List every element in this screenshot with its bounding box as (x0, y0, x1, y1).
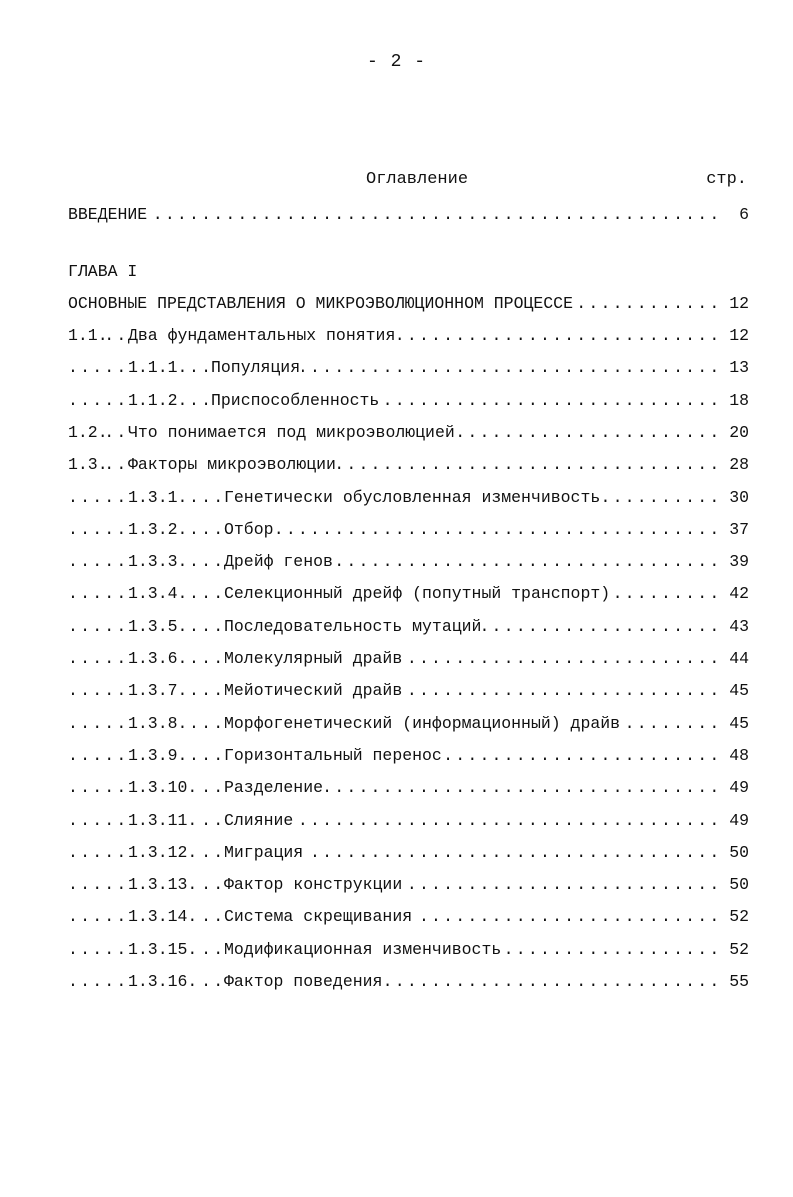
toc-entry-page: 18 (727, 389, 749, 413)
toc-entry-intro[interactable] (68, 203, 749, 227)
toc-entry-title: Горизонтальный перенос (224, 744, 444, 768)
toc-entry-number: 1.1. (68, 324, 108, 348)
toc-entry-chapter[interactable] (68, 292, 749, 316)
toc-entry-page: 50 (727, 841, 749, 865)
toc-entry[interactable] (68, 873, 749, 897)
toc-entry-page: 12 (727, 324, 749, 348)
toc-entry-title: Модификационная изменчивость (224, 938, 503, 962)
toc-entry-number: 1.3.14. (128, 905, 197, 929)
toc-entry-page: 39 (727, 550, 749, 574)
toc-entry-number: 1.3.4. (128, 582, 187, 606)
toc-entry-title: Молекулярный драйв (224, 647, 404, 671)
toc-entry-number: 1.3.9. (128, 744, 187, 768)
toc-entry-page: 45 (727, 712, 749, 736)
toc-entry-page: 28 (727, 453, 749, 477)
toc-entry-title: Разделение (224, 776, 325, 800)
toc-entry[interactable] (68, 809, 749, 833)
toc-entry[interactable] (68, 421, 749, 445)
toc-entry-title: Селекционный дрейф (попутный транспорт) (224, 582, 612, 606)
toc-entry-page: 52 (727, 938, 749, 962)
toc-entry-page: 42 (727, 582, 749, 606)
toc-entry-page: 37 (727, 518, 749, 542)
toc-entry[interactable] (68, 518, 749, 542)
toc-entry-number: 1.3.11. (128, 809, 197, 833)
toc-entry[interactable] (68, 841, 749, 865)
toc-entry[interactable] (68, 938, 749, 962)
toc-entry-title: Мейотический драйв (224, 679, 404, 703)
toc-entry-page: 6 (737, 203, 749, 227)
toc-entry-title: Два фундаментальных понятия (128, 324, 397, 348)
toc-entry-page: 12 (727, 292, 749, 316)
toc-entry-page: 49 (727, 776, 749, 800)
toc-entry[interactable] (68, 582, 749, 606)
toc-entry-page: 44 (727, 647, 749, 671)
toc-entry-title: Приспособленность (211, 389, 381, 413)
toc-entry[interactable] (68, 744, 749, 768)
toc-entry[interactable] (68, 970, 749, 994)
toc-entry-page: 30 (727, 486, 749, 510)
toc-entry[interactable] (68, 550, 749, 574)
toc-entry[interactable] (68, 486, 749, 510)
toc-entry[interactable] (68, 389, 749, 413)
toc-entry-number: 1.3.3. (128, 550, 187, 574)
toc-header (0, 170, 793, 194)
toc-entry-number: 1.3.7. (128, 679, 187, 703)
toc-entry-title: Отбор (224, 518, 276, 542)
toc-entry-title: Система скрещивания (224, 905, 414, 929)
toc-entry-number: 1.3.6. (128, 647, 187, 671)
toc-entry-page: 52 (727, 905, 749, 929)
chapter-label: ГЛАВА I (68, 262, 138, 281)
toc-entry-title: ОСНОВНЫЕ ПРЕДСТАВЛЕНИЯ О МИКРОЭВОЛЮЦИОННОМ ПРОЦЕССЕ (68, 292, 575, 316)
toc-entry-number: 1.3.15. (128, 938, 197, 962)
toc-entry-number: 1.1.2. (128, 389, 187, 413)
toc-entry[interactable] (68, 679, 749, 703)
toc-entry-page: 55 (727, 970, 749, 994)
toc-entry-title: Популяция (211, 356, 302, 380)
toc-entry-title: Дрейф генов (224, 550, 335, 574)
toc-entry-title: Факторы микроэволюции (128, 453, 338, 477)
toc-entry-title: ВВЕДЕНИЕ (68, 203, 149, 227)
toc-entry-number: 1.3.2. (128, 518, 187, 542)
toc-entry-title: Морфогенетический (информационный) драйв (224, 712, 622, 736)
toc-entry[interactable] (68, 615, 749, 639)
toc-entry[interactable] (68, 905, 749, 929)
toc-entry-number: 1.3.12. (128, 841, 197, 865)
toc-entry-number: 1.3.13. (128, 873, 197, 897)
toc-entry-number: 1.3. (68, 453, 108, 477)
toc-entry-page: 13 (727, 356, 749, 380)
page-number: - 2 - (366, 52, 426, 72)
toc-entry-page: 20 (727, 421, 749, 445)
toc-entry-title: Миграция (224, 841, 305, 865)
toc-entry[interactable] (68, 776, 749, 800)
toc-entry-title: Слияние (224, 809, 295, 833)
toc-entry[interactable] (68, 324, 749, 348)
page-column-label: стр. (706, 170, 747, 189)
toc-entry-page: 49 (727, 809, 749, 833)
toc-entry[interactable] (68, 647, 749, 671)
toc-entry-number: 1.3.5. (128, 615, 187, 639)
toc-entry-page: 48 (727, 744, 749, 768)
toc-entry-title: Фактор конструкции (224, 873, 404, 897)
toc-entry-page: 45 (727, 679, 749, 703)
toc-entry-title: Последовательность мутаций (224, 615, 483, 639)
toc-entry-title: Фактор поведения (224, 970, 384, 994)
toc-entry-title: Генетически обусловленная изменчивость (224, 486, 602, 510)
toc-entry[interactable] (68, 453, 749, 477)
toc-entry-number: 1.3.8. (128, 712, 187, 736)
toc-title: Оглавление (366, 170, 469, 189)
dot-leader (68, 203, 725, 227)
toc-entry-title: Что понимается под микроэволюцией (128, 421, 457, 445)
toc-entry-page: 43 (727, 615, 749, 639)
toc-entry-number: 1.2. (68, 421, 108, 445)
toc-entry-number: 1.3.10. (128, 776, 197, 800)
toc-entry[interactable] (68, 712, 749, 736)
toc-entry-number: 1.3.16. (128, 970, 197, 994)
toc-entry-page: 50 (727, 873, 749, 897)
toc-entry-number: 1.1.1. (128, 356, 187, 380)
toc-entry[interactable] (68, 356, 749, 380)
toc-entry-number: 1.3.1. (128, 486, 187, 510)
